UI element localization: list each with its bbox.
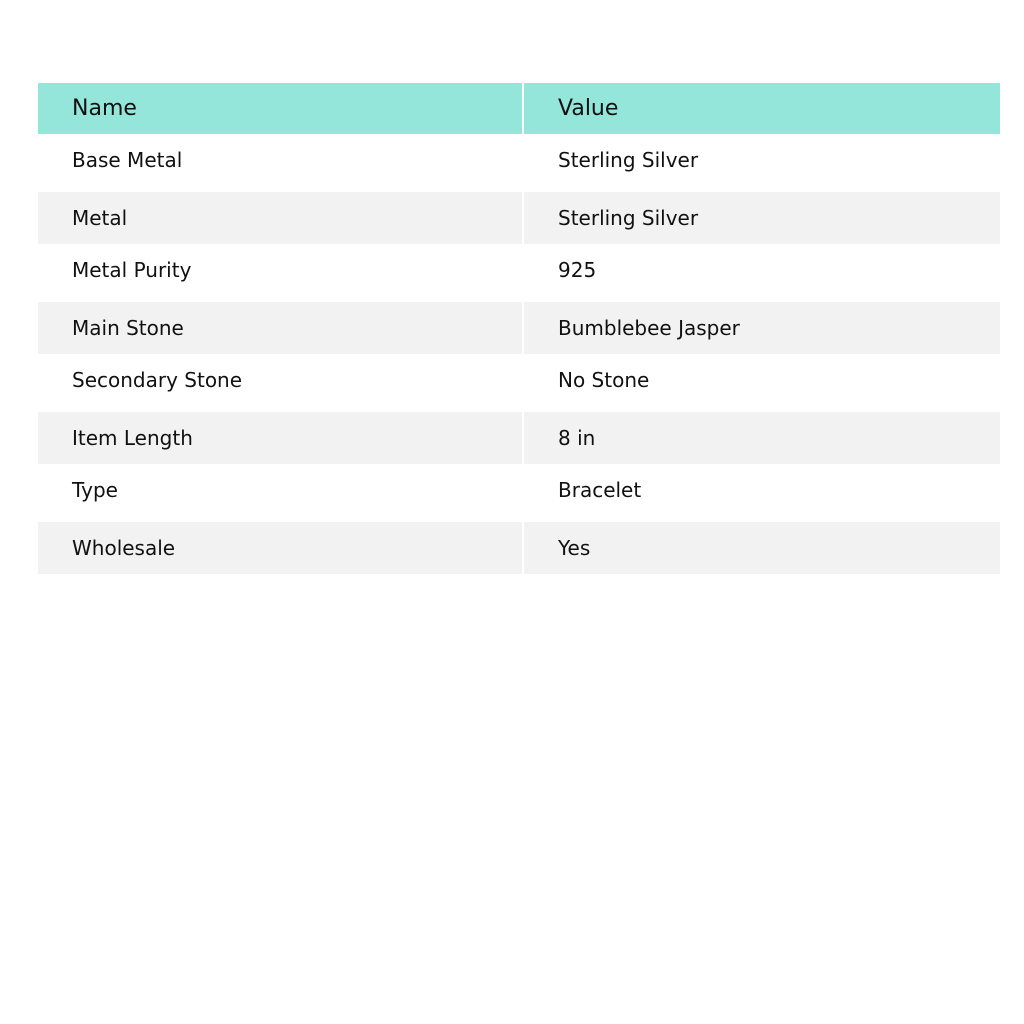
header-value: Value bbox=[523, 83, 1000, 134]
row-value: Sterling Silver bbox=[523, 192, 1000, 244]
table-row bbox=[38, 354, 1000, 412]
row-name: Main Stone bbox=[38, 302, 523, 354]
table-header bbox=[38, 83, 1000, 134]
table-row bbox=[38, 192, 1000, 244]
row-value: Sterling Silver bbox=[523, 134, 1000, 192]
row-value: No Stone bbox=[523, 354, 1000, 412]
table-row bbox=[38, 412, 1000, 464]
row-name: Item Length bbox=[38, 412, 523, 464]
row-name: Metal bbox=[38, 192, 523, 244]
row-value: Yes bbox=[523, 522, 1000, 574]
table-row bbox=[38, 522, 1000, 574]
table-body bbox=[38, 134, 1000, 574]
table-row bbox=[38, 244, 1000, 302]
row-value: 925 bbox=[523, 244, 1000, 302]
header-name: Name bbox=[38, 83, 523, 134]
row-name: Wholesale bbox=[38, 522, 523, 574]
header-row bbox=[38, 83, 1000, 134]
row-value: 8 in bbox=[523, 412, 1000, 464]
row-name: Base Metal bbox=[38, 134, 523, 192]
table-row bbox=[38, 134, 1000, 192]
row-name: Type bbox=[38, 464, 523, 522]
attributes-table bbox=[38, 83, 1000, 574]
table-row bbox=[38, 302, 1000, 354]
row-name: Secondary Stone bbox=[38, 354, 523, 412]
row-value: Bumblebee Jasper bbox=[523, 302, 1000, 354]
row-name: Metal Purity bbox=[38, 244, 523, 302]
table-row bbox=[38, 464, 1000, 522]
row-value: Bracelet bbox=[523, 464, 1000, 522]
